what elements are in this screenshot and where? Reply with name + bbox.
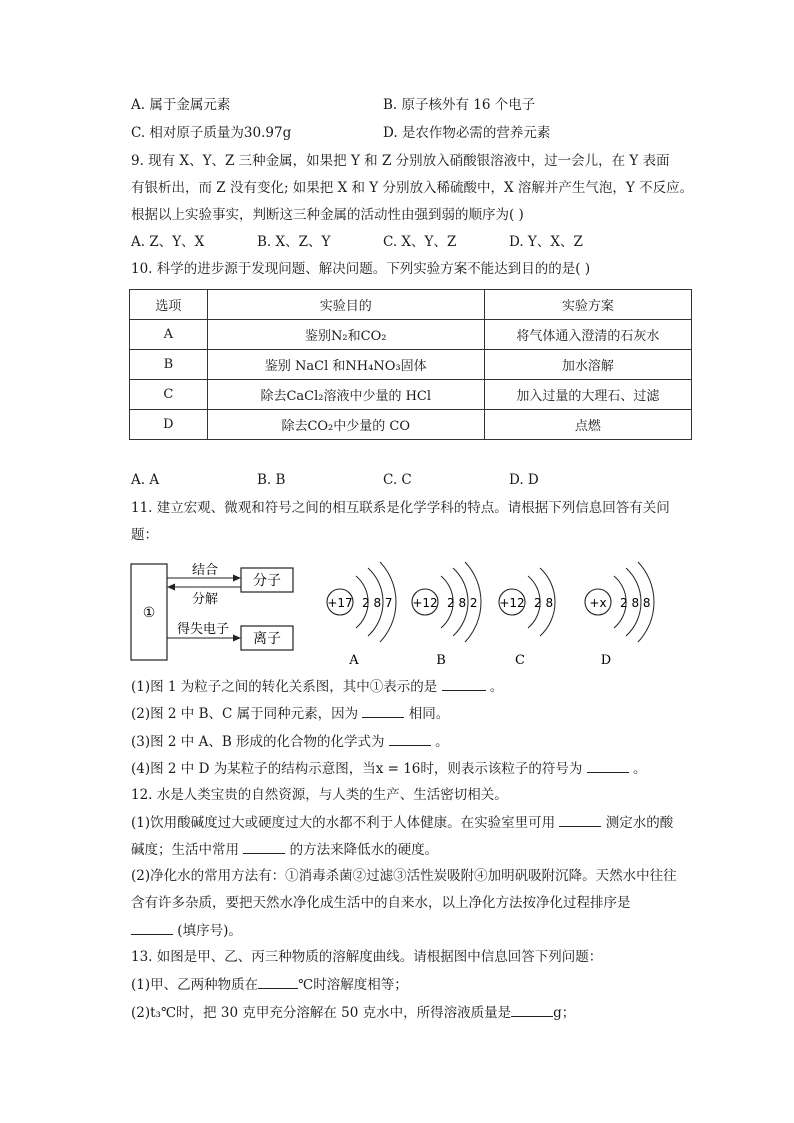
row-aim: 鉴别 NaCl 和NH₄NO₃固体 xyxy=(207,350,484,380)
q9-option-c: C. X、Y、Z xyxy=(383,234,457,250)
row-option: A xyxy=(130,320,208,350)
answer-blank[interactable] xyxy=(258,974,298,989)
atom-structure-a xyxy=(327,562,396,668)
q8-option-b: B. 原子核外有 16 个电子 xyxy=(383,97,536,113)
q12-sub1a-text: (1)饮用酸碱度过大或硬度过大的水都不利于人体健康。在实验室里可用 xyxy=(131,815,556,831)
table-row xyxy=(130,380,692,410)
q12-sub2-line3 xyxy=(131,920,242,941)
q11-sub1-end: 。 xyxy=(489,679,504,695)
q10-option-d: D. D xyxy=(509,472,539,488)
q9-option-d: D. Y、X、Z xyxy=(509,234,583,250)
answer-blank[interactable] xyxy=(131,920,173,935)
shell-electrons: 2 8 xyxy=(534,596,554,610)
q11-sub2-text: (2)图 2 中 B、C 属于同种元素，因为 xyxy=(131,706,359,722)
table-header-row xyxy=(130,290,692,320)
combine-arrowhead xyxy=(233,575,241,582)
answer-blank[interactable] xyxy=(511,1002,553,1017)
table-row xyxy=(130,350,692,380)
particle-conversion-diagram xyxy=(131,562,293,660)
q13-sub1 xyxy=(131,974,408,995)
decompose-label: 分解 xyxy=(191,592,219,607)
q10-stem: 10. 科学的进步源于发现问题、解决问题。下列实验方案不能达到目的的是( ) xyxy=(131,261,591,277)
q12-sub1-line2 xyxy=(131,839,438,860)
q11-stem-line1: 11. 建立宏观、微观和符号之间的相互联系是化学学科的特点。请根据下列信息回答有关问 xyxy=(131,500,670,516)
table-row xyxy=(130,320,692,350)
atom-label: C xyxy=(515,653,525,668)
q13-sub2-text: (2)t₃℃时，把 30 克甲充分溶解在 50 克水中，所得溶液质量是 xyxy=(131,1005,512,1021)
q11-sub4 xyxy=(131,758,646,779)
q12-sub1-line1 xyxy=(131,812,673,833)
q9-option-b: B. X、Z、Y xyxy=(257,234,331,250)
atom-structure-b xyxy=(412,562,481,668)
q11-sub3 xyxy=(131,731,449,752)
shell-electrons: 2 8 8 xyxy=(620,596,651,610)
q12-sub2-line1: (2)净化水的常用方法有：①消毒杀菌②过滤③活性炭吸附④加明矾吸附沉降。天然水中往往 xyxy=(131,868,677,884)
gain-lose-label: 得失电子 xyxy=(176,622,230,637)
table-row xyxy=(130,410,692,440)
row-option: C xyxy=(130,380,208,410)
q11-sub2-tail: 相同。 xyxy=(408,706,450,722)
q11-sub4-text: (4)图 2 中 D 为某粒子的结构示意图，当x = 16时，则表示该粒子的符号为 xyxy=(131,761,583,777)
row-aim: 除去CO₂中少量的 CO xyxy=(207,410,484,440)
q11-sub3-text: (3)图 2 中 A、B 形成的化合物的化学式为 xyxy=(131,734,385,750)
q11-sub3-end: 。 xyxy=(435,734,449,750)
molecule-label: 分子 xyxy=(253,573,281,589)
center-label: ① xyxy=(142,605,156,621)
row-plan: 点燃 xyxy=(484,410,691,440)
decompose-arrowhead xyxy=(167,584,175,591)
row-plan: 加入过量的大理石、过滤 xyxy=(484,380,691,410)
q8-option-d: D. 是农作物必需的营养元素 xyxy=(383,125,551,141)
q10-table xyxy=(129,289,692,440)
q12-stem: 12. 水是人类宝贵的自然资源，与人类的生产、生活密切相关。 xyxy=(131,787,508,803)
combine-label: 结合 xyxy=(191,563,219,578)
atom-label: A xyxy=(349,653,359,668)
answer-blank[interactable] xyxy=(243,839,285,854)
nucleus-charge: +12 xyxy=(412,596,438,610)
q12-sub2-line2: 含有许多杂质，要把天然水净化成生活中的自来水，以上净化方法按净化过程排序是 xyxy=(131,895,631,911)
row-plan: 将气体通入澄清的石灰水 xyxy=(484,320,691,350)
q12-sub2c-text: (填序号)。 xyxy=(177,923,242,939)
q12-sub1b-tail: 的方法来降低水的硬度。 xyxy=(289,842,439,858)
q11-sub4-end: 。 xyxy=(632,761,647,777)
q10-option-b: B. B xyxy=(257,472,286,488)
answer-blank[interactable] xyxy=(559,812,601,827)
q9-stem-line2: 有银析出，而 Z 没有变化; 如果把 X 和 Y 分别放入稀硫酸中，X 溶解并产生气泡，Y 不反应。 xyxy=(131,180,694,196)
answer-blank[interactable] xyxy=(442,676,486,691)
q9-stem-line1: 9. 现有 X、Y、Z 三种金属，如果把 Y 和 Z 分别放入硝酸银溶液中，过一会儿，在 Y 表面 xyxy=(131,153,670,169)
answer-blank[interactable] xyxy=(362,703,404,718)
ion-label: 离子 xyxy=(253,631,281,647)
q13-sub2-tail: g； xyxy=(553,1005,576,1021)
nucleus-charge: +12 xyxy=(499,596,525,610)
row-aim: 鉴别N₂和CO₂ xyxy=(207,320,484,350)
q12-sub1a-tail: 测定水的酸 xyxy=(605,815,674,831)
shell-electrons: 2 8 7 xyxy=(362,596,393,610)
row-option: B xyxy=(130,350,208,380)
q9-option-a: A. Z、Y、X xyxy=(131,234,205,250)
q11-sub1 xyxy=(131,676,503,697)
q10-option-a: A. A xyxy=(131,472,160,488)
row-plan: 加水溶解 xyxy=(484,350,691,380)
header-option: 选项 xyxy=(130,290,208,320)
answer-blank[interactable] xyxy=(389,731,431,746)
header-aim: 实验目的 xyxy=(207,290,484,320)
q12-sub1b-text: 碱度；生活中常用 xyxy=(131,842,239,858)
q9-stem-line3: 根据以上实验事实，判断这三种金属的活动性由强到弱的顺序为( ) xyxy=(131,207,524,223)
q13-stem: 13. 如图是甲、乙、丙三种物质的溶解度曲线。请根据图中信息回答下列问题： xyxy=(131,949,603,965)
atom-structure-d xyxy=(585,562,654,668)
q11-sub2 xyxy=(131,703,449,724)
gain-lose-arrowhead xyxy=(233,635,241,642)
q11-sub1-text: (1)图 1 为粒子之间的转化关系图，其中①表示的是 xyxy=(131,679,438,695)
shell-electrons: 2 8 2 xyxy=(447,596,478,610)
q8-option-c: C. 相对原子质量为30.97g xyxy=(131,125,292,141)
row-aim: 除去CaCl₂溶液中少量的 HCl xyxy=(207,380,484,410)
nucleus-charge: +17 xyxy=(327,596,353,610)
atom-structure-c xyxy=(499,568,555,668)
atom-label: B xyxy=(436,653,446,668)
answer-blank[interactable] xyxy=(587,758,629,773)
q8-option-a: A. 属于金属元素 xyxy=(131,97,231,113)
q10-option-c: C. C xyxy=(383,472,412,488)
atom-label: D xyxy=(600,653,612,668)
q11-figures xyxy=(125,556,685,670)
q11-stem-line2: 题： xyxy=(131,527,158,543)
nucleus-charge: +x xyxy=(589,596,607,610)
q13-sub1-text: (1)甲、乙两种物质在 xyxy=(131,977,259,993)
header-plan: 实验方案 xyxy=(484,290,691,320)
q13-sub1-tail: ℃时溶解度相等； xyxy=(298,977,408,993)
row-option: D xyxy=(130,410,208,440)
q13-sub2 xyxy=(131,1002,575,1023)
